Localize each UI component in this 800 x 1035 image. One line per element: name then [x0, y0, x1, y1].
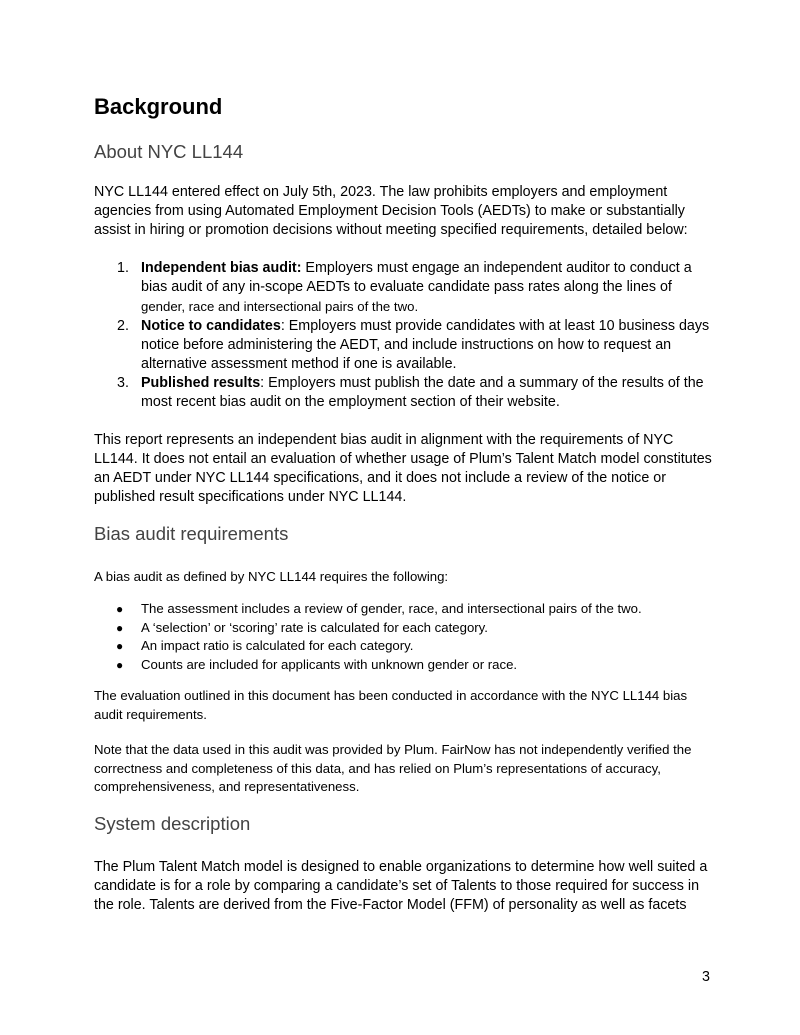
bullet-icon: ● [116, 657, 124, 672]
requirements-list [94, 259, 714, 412]
requirement-text: : Employers must publish the date and a summary of the results of the most recent bias audit on the employment section of their website. [141, 375, 704, 410]
evaluation-note-paragraph: The evaluation outlined in this document has been conducted in accordance with the NYC LL144 bias audit requirements. [94, 688, 688, 722]
bias-audit-bullet-list [94, 600, 714, 674]
system-description-paragraph: The Plum Talent Match model is designed to enable organizations to determine how well suited a candidate is for a role by comparing a candidate’s set of Talents to those required for success in the role. Talents are derived from the Five-Factor Model (FFM) of personality as well as facets [94, 859, 708, 913]
requirement-term: Independent bias audit: [141, 260, 302, 276]
bullet-text: A ‘selection’ or ‘scoring’ rate is calculated for each category. [141, 619, 488, 635]
requirement-item [94, 259, 714, 317]
bullet-icon: ● [116, 620, 124, 635]
list-item [94, 656, 714, 675]
list-number: 2. [117, 318, 129, 334]
list-item [94, 600, 714, 619]
list-item [94, 619, 714, 638]
list-item [94, 637, 714, 656]
requirement-text-continued: gender, race and intersectional pairs of the two. [141, 299, 419, 314]
requirement-text: : Employers must provide candidates with at least 10 business days notice before administering the AEDT, and include instructions on how to request an alternative assessment method if one is available. [141, 318, 710, 372]
data-note-paragraph: Note that the data used in this audit was provided by Plum. FairNow has not independently verified the correctness and completeness of this data, and has relied on Plum’s representations of accuracy, comprehensiveness, and representativeness. [94, 742, 692, 794]
list-number: 3. [117, 375, 129, 391]
bullet-icon: ● [116, 602, 124, 616]
bullet-icon: ● [116, 639, 124, 653]
subheading-bias-audit-requirements: Bias audit requirements [94, 523, 289, 544]
page-number: 3 [702, 969, 710, 985]
bullet-text: Counts are included for applicants with unknown gender or race. [141, 656, 518, 672]
subheading-about-nyc-ll144: About NYC LL144 [94, 141, 244, 162]
requirement-term: Notice to candidates [141, 318, 281, 334]
report-note-paragraph: This report represents an independent bias audit in alignment with the requirements of NYC LL144. It does not entail an evaluation of whether usage of Plum’s Talent Match model constitutes an AEDT under NYC LL144 specifications, and it does not include a review of the notice or published result specifications under NYC LL144. [94, 432, 712, 505]
list-number: 1. [117, 260, 129, 276]
about-intro-paragraph: NYC LL144 entered effect on July 5th, 2023. The law prohibits employers and employment agencies from using Automated Employment Decision Tools (AEDTs) to make or substantially assist in hiring or promotion decisions without meeting specified requirements, detailed below: [94, 184, 688, 238]
requirement-item [94, 374, 714, 412]
bullet-text: The assessment includes a review of gender, race, and intersectional pairs of the two. [141, 601, 642, 616]
bullet-text: An impact ratio is calculated for each category. [141, 638, 414, 653]
requirement-term: Published results [141, 375, 261, 391]
bias-audit-intro: A bias audit as defined by NYC LL144 requires the following: [94, 569, 449, 584]
requirement-item [94, 317, 714, 374]
section-heading-background: Background [94, 94, 223, 119]
subheading-system-description: System description [94, 813, 251, 834]
requirement-text: Employers must engage an independent auditor to conduct a bias audit of any in-scope AEDTs to evaluate candidate pass rates along the lines of [141, 260, 692, 295]
